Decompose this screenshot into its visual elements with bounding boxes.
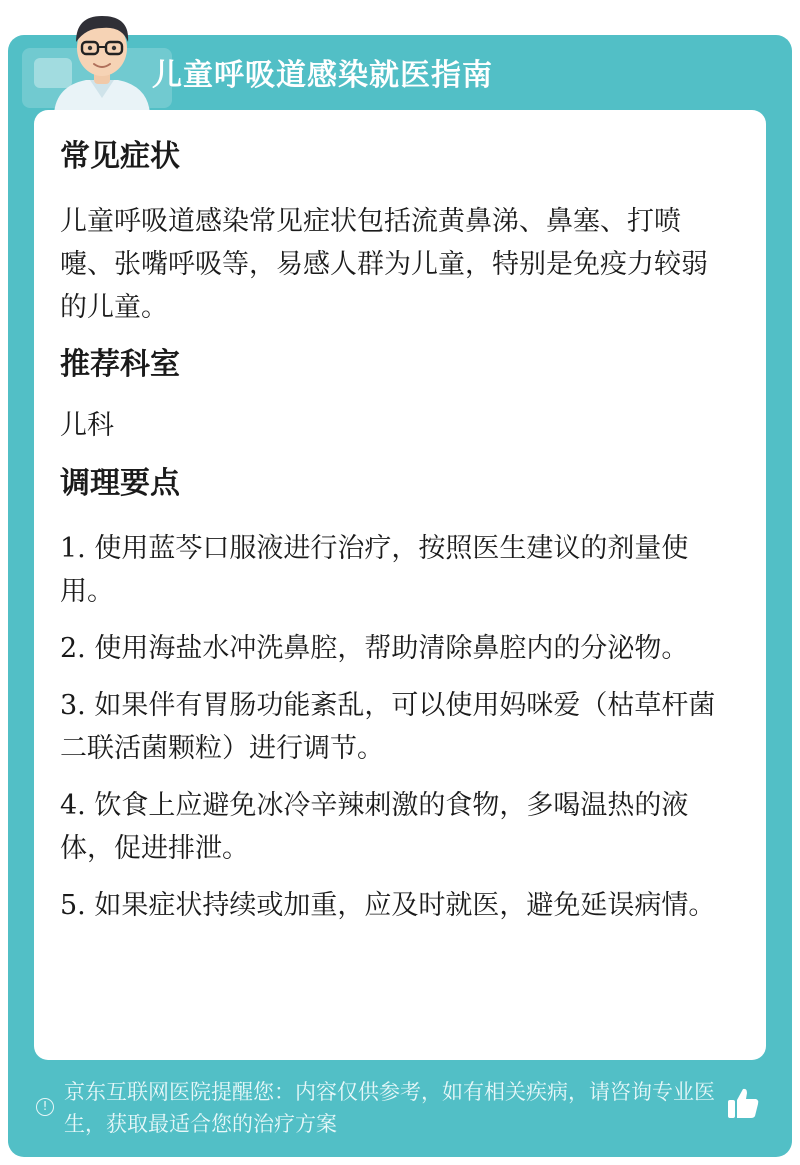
list-item (60, 527, 732, 613)
footer-text: 京东互联网医院提醒您：内容仅供参考，如有相关疾病，请咨询专业医生，获取最适合您的治疗方案 (64, 1080, 715, 1136)
list-item (60, 627, 732, 670)
content-card (34, 110, 766, 1060)
list-item (60, 684, 732, 770)
page-title: 儿童呼吸道感染就医指南 (152, 58, 493, 93)
list-item (60, 784, 732, 870)
list-item-number: 2. (60, 633, 86, 664)
department-text: 儿科 (60, 410, 114, 441)
list-item-text: 使用海盐水冲洗鼻腔，帮助清除鼻腔内的分泌物。 (85, 633, 689, 664)
list-item-number: 1. (60, 533, 86, 564)
list-item-text: 如果症状持续或加重，应及时就医，避免延误病情。 (85, 890, 716, 921)
list-item (60, 884, 732, 927)
symptoms-text: 儿童呼吸道感染常见症状包括流黄鼻涕、鼻塞、打喷嚏、张嘴呼吸等，易感人群为儿童，特别是免疫力较弱的儿童。 (60, 206, 708, 323)
list-item-number: 4. (60, 790, 86, 821)
care-list (60, 527, 732, 927)
info-icon: ! (36, 1098, 54, 1116)
card-content (60, 136, 732, 941)
thumbs-up-icon[interactable] (726, 1086, 760, 1120)
list-item-number: 3. (60, 690, 86, 721)
list-item-text: 饮食上应避免冰冷辛辣刺激的食物，多喝温热的液体，促进排泄。 (60, 790, 689, 864)
list-item-text: 使用蓝芩口服液进行治疗，按照医生建议的剂量使用。 (60, 533, 689, 607)
doctor-avatar (46, 6, 158, 114)
care-heading: 调理要点 (60, 466, 180, 501)
symptoms-heading: 常见症状 (60, 139, 180, 174)
list-item-text: 如果伴有胃肠功能紊乱，可以使用妈咪爱（枯草杆菌二联活菌颗粒）进行调节。 (60, 690, 716, 764)
list-item-number: 5. (60, 890, 86, 921)
department-heading: 推荐科室 (60, 347, 180, 382)
